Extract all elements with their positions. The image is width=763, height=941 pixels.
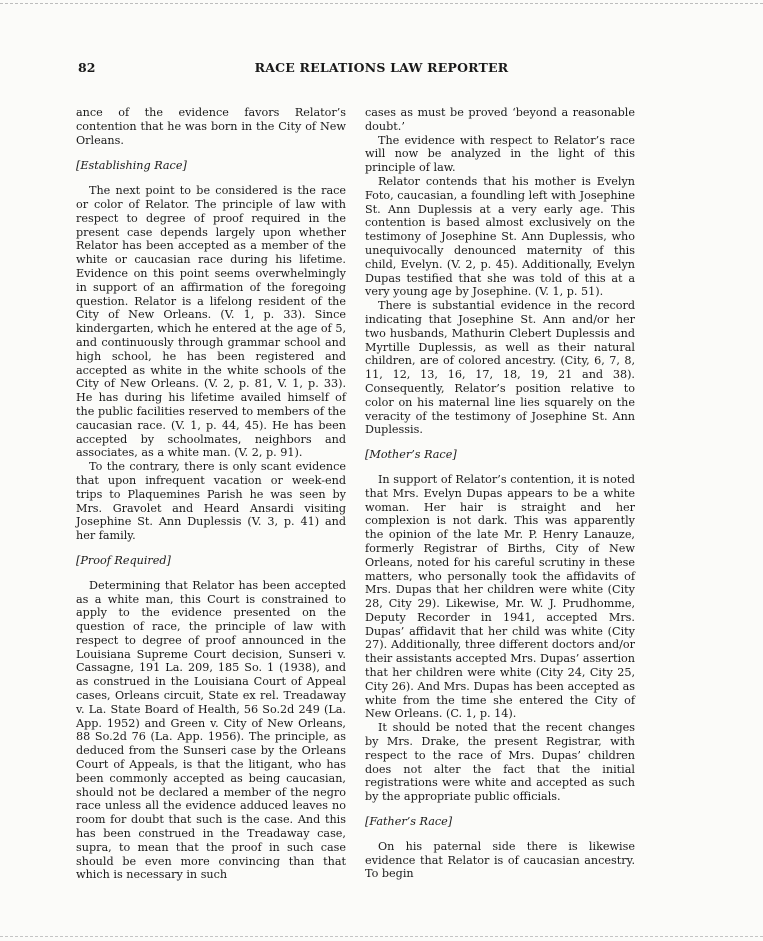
top-rule xyxy=(0,3,763,4)
right-column xyxy=(365,106,635,881)
paragraph: To the contrary, there is only scant evidence that upon infrequent vacation or week-end trips to Plaquemines Parish he was seen by Mrs. Gravolet and Heard Ansardi visiting Josephine St. Ann Duplessis (V. 3, p. 41) and her family. xyxy=(76,460,346,543)
paragraph: There is substantial evidence in the record indicating that Josephine St. Ann and/or her two husbands, Mathurin Clebert Duplessis and Myrtille Duplessis, as well as their natural children, are of colored ancestry. (City, 6, 7, 8, 11, 12, 13, 16, 17, 18, 19, 21 and 38). Consequently, Relator’s position relative to color on his maternal line lies squarely on the veracity of the testimony of Josephine St. Ann Duplessis. xyxy=(365,299,635,437)
bottom-rule xyxy=(0,936,763,937)
paragraph: In support of Relator’s contention, it is noted that Mrs. Evelyn Dupas appears to be a white woman. Her hair is straight and her complexion is not dark. This was apparently the opinion of the late Mr. P. Henry Lanauze, formerly Registrar of Births, City of New Orleans, noted for his careful scrutiny in these matters, who personally took the affidavits of Mrs. Dupas that her children were white (City 28, City 29). Likewise, Mr. W. J. Prudhomme, Deputy Recorder in 1941, accepted Mrs. Dupas’ affidavit that her child was white (City 27). Additionally, three different doctors and/or their assistants accepted Mrs. Dupas’ assertion that her children were white (City 24, City 25, City 26). And Mrs. Dupas has been accepted as white from the time she entered the City of New Orleans. (C. 1, p. 14). xyxy=(365,472,635,721)
paragraph: The next point to be considered is the race or color of Relator. The principle of law with respect to degree of proof required in the present case depends largely upon whether Relator has been accepted as a member of the white or caucasian race during his lifetime. Evidence on this point seems overwhelmingly in support of an affirmation of the foregoing question. Relator is a lifelong resident of the City of New Orleans. (V. 1, p. 33). Since kindergarten, which he entered at the age of 5, and continuously through grammar school and high school, he has been registered and accepted as white in the white schools of the City of New Orleans. (V. 2, p. 81, V. 1, p. 33). He has during his lifetime availed himself of the public facilities reserved to members of the caucasian race. (V. 1, p. 44, 45). He has been accepted by schoolmates, neighbors and associates, as a white man. (V. 2, p. 91). xyxy=(76,184,346,460)
paragraph: It should be noted that the recent changes by Mrs. Drake, the present Registrar, with respect to the race of Mrs. Dupas’ children does not alter the fact that the initial registrations were white and accepted as such by the appropriate public officials. xyxy=(365,721,635,804)
section-heading-fathers-race: [Father’s Race] xyxy=(365,815,453,829)
paragraph: The evidence with respect to Relator’s race will now be analyzed in the light of this principle of law. xyxy=(365,133,635,175)
paragraph: ance of the evidence favors Relator’s contention that he was born in the City of New Orleans. xyxy=(76,106,346,147)
section-heading-mothers-race: [Mother’s Race] xyxy=(365,448,457,462)
left-column xyxy=(76,106,346,882)
running-header: RACE RELATIONS LAW REPORTER xyxy=(254,60,509,75)
page-number: 82 xyxy=(78,60,96,75)
paragraph: cases as must be proved ‘beyond a reasonable doubt.’ xyxy=(365,106,635,133)
section-heading-establishing-race: [Establishing Race] xyxy=(76,159,187,173)
section-heading-proof-required: [Proof Required] xyxy=(76,553,171,567)
paragraph: Determining that Relator has been accepted as a white man, this Court is constrained to apply to the evidence presented on the question of race, the principle of law with respect to degree of proof announced in the Louisiana Supreme Court decision, Sunseri v. Cassagne, 191 La. 209, 185 So. 1 (1938), and as construed in the Louisiana Court of Appeal cases, Orleans circuit, State ex rel. Treadaway v. La. State Board of Health, 56 So.2d 249 (La. App. 1952) and Green v. City of New Orleans, 88 So.2d 76 (La. App. 1956). The principle, as deduced from the Sunseri case by the Orleans Court of Appeals, is that the litigant, who has been commonly accepted as being caucasian, should not be declared a member of the negro race unless all the evidence adduced leaves no room for doubt that such is the case. And this has been construed in the Treadaway case, supra, to mean that the proof in such case should be even more convincing than that which is necessary in such xyxy=(76,578,346,882)
paragraph: Relator contends that his mother is Evelyn Foto, caucasian, a foundling left with Josephine St. Ann Duplessis at a very early age. This contention is based almost exclusively on the testimony of Josephine St. Ann Duplessis, who unequivocally denounced maternity of this child, Evelyn. (V. 2, p. 45). Additionally, Evelyn Dupas testified that she was told of this at a very young age by Josephine. (V. 1, p. 51). xyxy=(365,174,635,299)
paragraph: On his paternal side there is likewise evidence that Relator is of caucasian ancestry. To begin xyxy=(365,839,635,881)
